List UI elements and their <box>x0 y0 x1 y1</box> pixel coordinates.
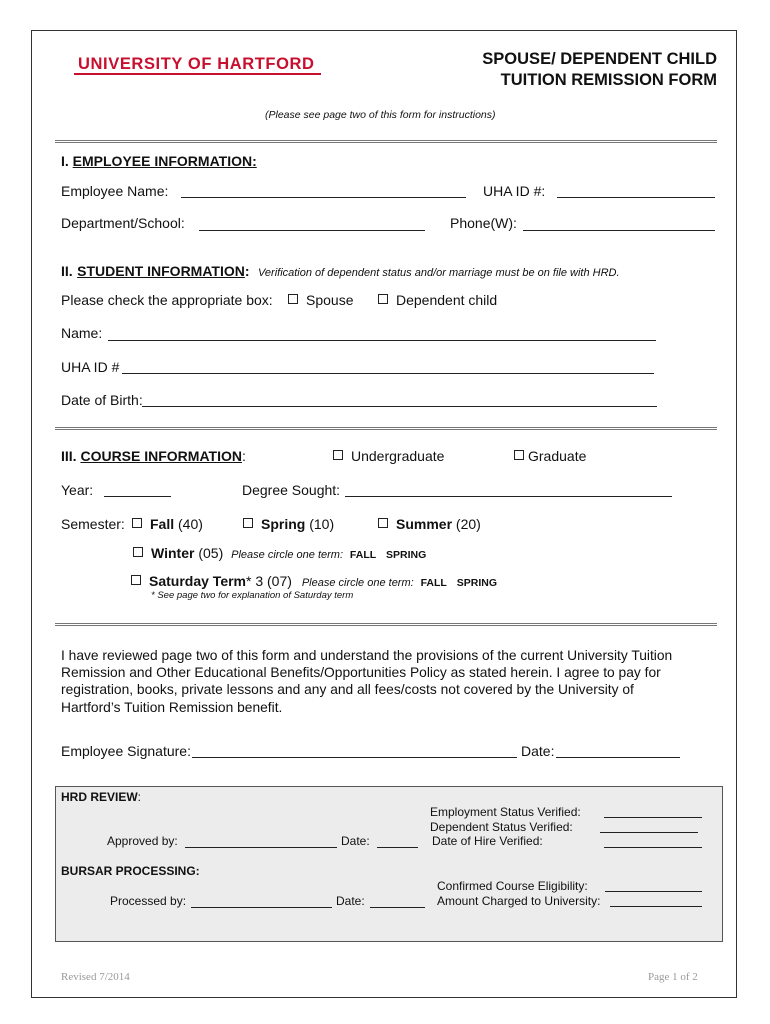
hire-verified-field[interactable] <box>604 847 702 848</box>
undergraduate-option[interactable]: Undergraduate <box>333 448 444 464</box>
summer-checkbox[interactable] <box>378 518 388 528</box>
phone-label: Phone(W): <box>450 215 517 231</box>
signature-label: Employee Signature: <box>61 743 191 759</box>
student-uha-id-field[interactable] <box>122 373 654 374</box>
instructions-note: (Please see page two of this form for instructions) <box>265 109 496 121</box>
saturday-spring-term[interactable]: SPRING <box>456 577 497 589</box>
undergraduate-checkbox[interactable] <box>333 450 343 460</box>
signature-date-field[interactable] <box>556 757 680 758</box>
employment-verified-label: Employment Status Verified: <box>430 805 581 819</box>
course-eligibility-label: Confirmed Course Eligibility: <box>437 879 588 893</box>
amount-charged-label: Amount Charged to University: <box>437 894 601 908</box>
graduate-option[interactable]: Graduate <box>514 448 586 464</box>
amount-charged-field[interactable] <box>610 906 702 907</box>
approved-by-label: Approved by: <box>107 834 178 848</box>
saturday-note: * See page two for explanation of Saturday term <box>151 590 354 601</box>
dependent-child-checkbox[interactable] <box>378 294 388 304</box>
phone-field[interactable] <box>523 230 715 231</box>
degree-sought-field[interactable] <box>345 496 672 497</box>
section-divider <box>55 623 717 626</box>
spring-checkbox[interactable] <box>243 518 253 528</box>
hrd-review-heading: HRD REVIEW: <box>61 790 142 804</box>
summer-option[interactable]: Summer (20) <box>378 516 481 532</box>
year-field[interactable] <box>104 496 171 497</box>
form-title-line1: SPOUSE/ DEPENDENT CHILD <box>482 50 717 68</box>
saturday-option[interactable]: Saturday Term* 3 (07) Please circle one term: FALL SPRING <box>131 573 497 589</box>
graduate-checkbox[interactable] <box>514 450 524 460</box>
fall-checkbox[interactable] <box>132 518 142 528</box>
signature-date-label: Date: <box>521 743 555 759</box>
winter-option[interactable]: Winter (05) Please circle one term: FALL SPRING <box>133 545 426 561</box>
winter-checkbox[interactable] <box>133 547 143 557</box>
saturday-checkbox[interactable] <box>131 575 141 585</box>
approved-date-field[interactable] <box>377 847 418 848</box>
employment-verified-field[interactable] <box>604 817 702 818</box>
approved-date-label: Date: <box>341 834 370 848</box>
page-number: Page 1 of 2 <box>648 971 698 983</box>
university-logo: UNIVERSITY OF HARTFORD <box>78 55 315 73</box>
approved-by-field[interactable] <box>185 847 337 848</box>
dependent-child-option[interactable]: Dependent child <box>378 292 497 308</box>
spring-option[interactable]: Spring (10) <box>243 516 334 532</box>
section-divider <box>55 140 717 143</box>
processed-by-label: Processed by: <box>110 894 187 908</box>
signature-field[interactable] <box>192 757 517 758</box>
fall-option[interactable]: Fall (40) <box>132 516 203 532</box>
dependent-verified-field[interactable] <box>600 832 698 833</box>
student-name-field[interactable] <box>108 340 656 341</box>
dependent-verified-label: Dependent Status Verified: <box>430 820 573 834</box>
revised-date: Revised 7/2014 <box>61 971 130 983</box>
employee-name-field[interactable] <box>181 197 466 198</box>
section2-heading: II. STUDENT INFORMATION: Verification of dependent status and/or marriage must be on file with HRD. <box>61 263 620 279</box>
processed-by-field[interactable] <box>191 907 332 908</box>
bursar-processing-heading: BURSAR PROCESSING: <box>61 864 200 878</box>
section-divider <box>55 427 717 430</box>
student-name-label: Name: <box>61 325 103 341</box>
semester-label: Semester: <box>61 516 125 532</box>
course-eligibility-field[interactable] <box>605 891 702 892</box>
processed-date-label: Date: <box>336 894 365 908</box>
spouse-checkbox[interactable] <box>288 294 298 304</box>
section3-heading: III. COURSE INFORMATION: <box>61 448 246 464</box>
year-label: Year: <box>61 482 94 498</box>
department-field[interactable] <box>199 230 425 231</box>
hire-verified-label: Date of Hire Verified: <box>432 834 543 848</box>
spouse-option[interactable]: Spouse <box>288 292 353 308</box>
winter-spring-term[interactable]: SPRING <box>386 549 427 561</box>
processed-date-field[interactable] <box>370 907 425 908</box>
logo-underline <box>74 73 321 75</box>
winter-fall-term[interactable]: FALL <box>349 549 377 561</box>
dob-field[interactable] <box>142 406 657 407</box>
section1-heading: I. EMPLOYEE INFORMATION: <box>61 153 257 169</box>
form-title-line2: TUITION REMISSION FORM <box>500 71 717 89</box>
degree-sought-label: Degree Sought: <box>242 482 341 498</box>
employee-uha-id-field[interactable] <box>557 197 715 198</box>
verification-note: Verification of dependent status and/or marriage must be on file with HRD. <box>257 267 620 279</box>
check-box-label: Please check the appropriate box: <box>61 292 273 308</box>
dob-label: Date of Birth: <box>61 392 143 408</box>
agreement-text: I have reviewed page two of this form and understand the provisions of the current University Tuition Remission and Other Educational Benefits/Opportunities Policy as stated herein. I agree to pay for registration, books, private lessons and any and all fees/costs not covered by the University of Hartford’s Tuition Remission benefit. <box>61 648 673 715</box>
employee-uha-id-label: UHA ID #: <box>483 183 546 199</box>
employee-name-label: Employee Name: <box>61 183 169 199</box>
student-uha-id-label: UHA ID # <box>61 359 120 375</box>
department-label: Department/School: <box>61 215 185 231</box>
saturday-fall-term[interactable]: FALL <box>420 577 447 589</box>
